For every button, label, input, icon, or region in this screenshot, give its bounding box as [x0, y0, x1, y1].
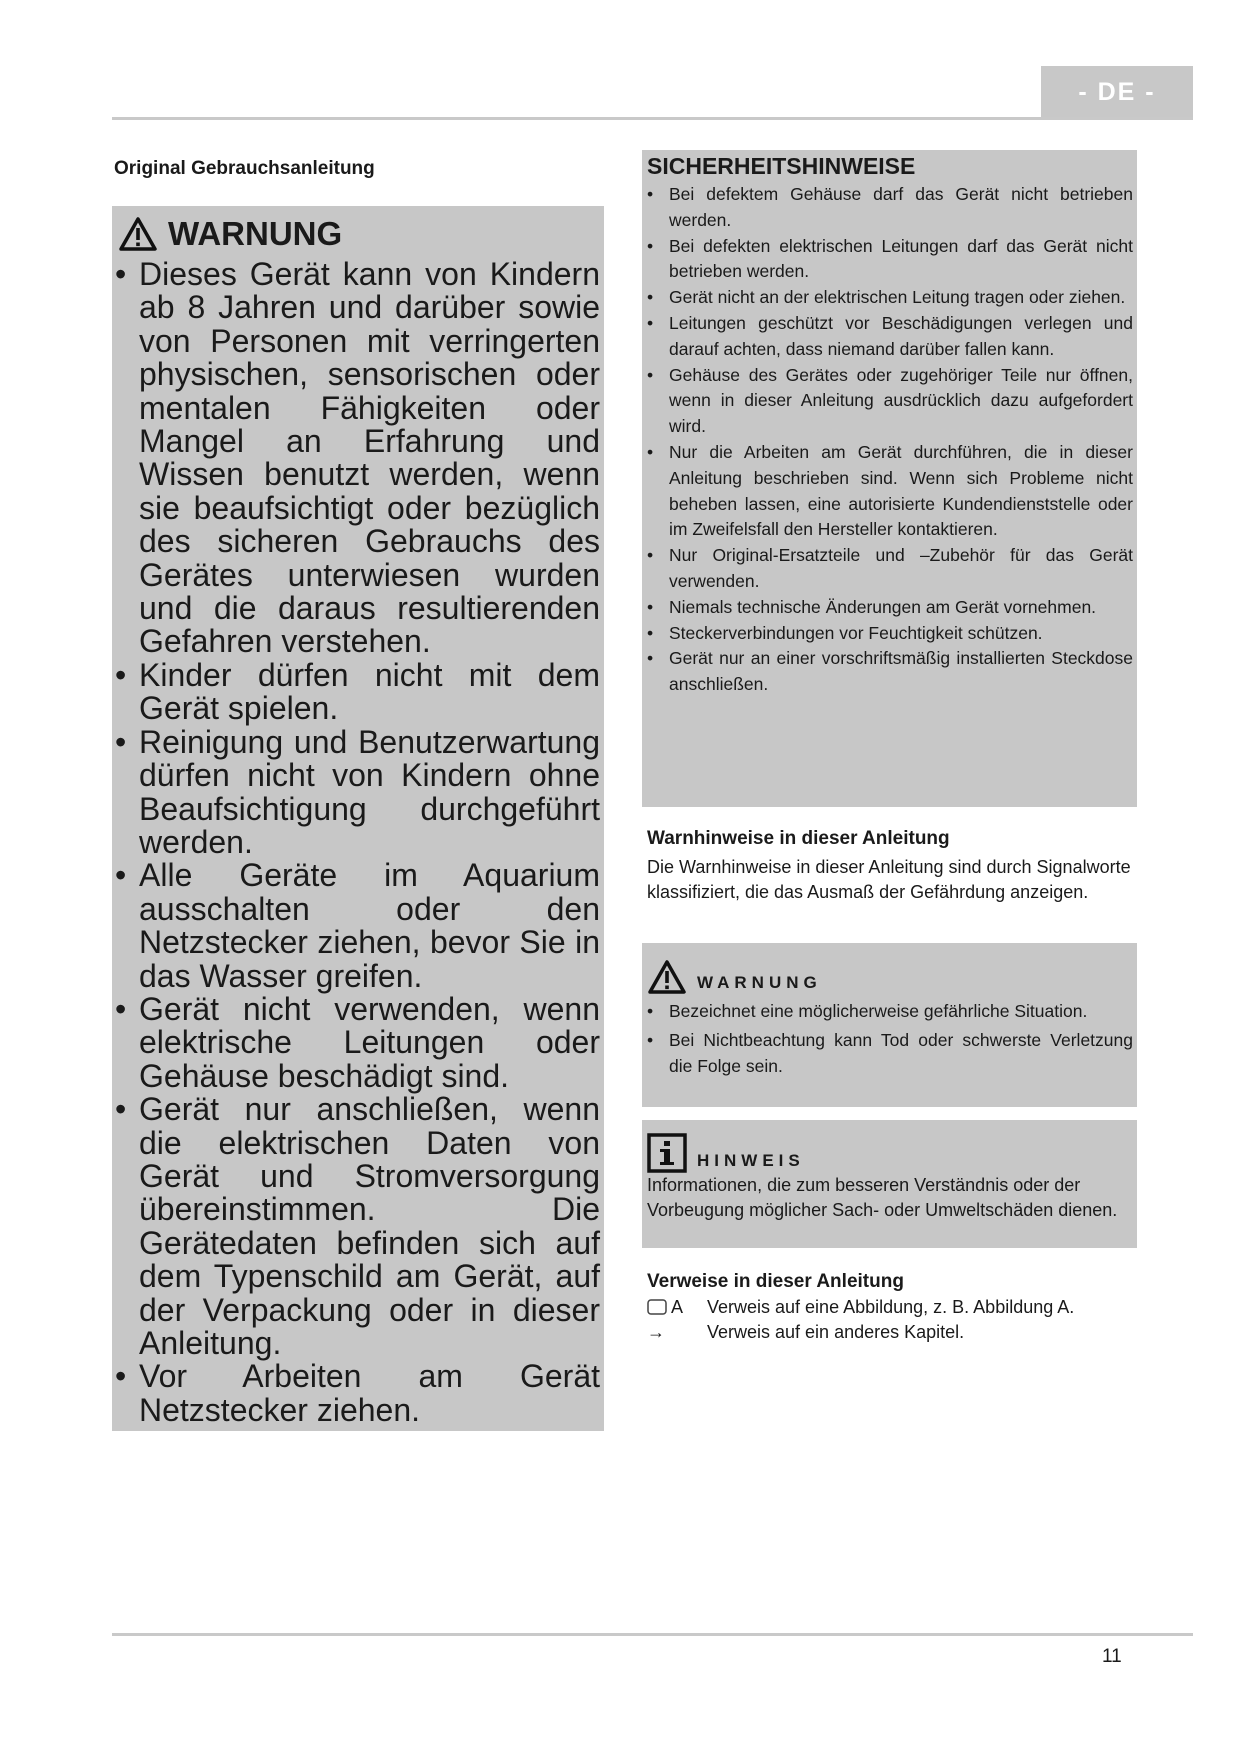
page-number: 11: [1102, 1646, 1122, 1667]
arrow-icon: →: [647, 1322, 665, 1342]
list-item: • Alle Geräte im Aquarium ausschalten oder den Netzstecker ziehen, bevor Sie in das Wasser greifen.: [115, 857, 600, 994]
list-item: • Gerät nur anschließen, wenn die elektrischen Daten von Gerät und Stromversorgung übereinstimmen. Die Gerätedaten befinden sich auf dem Typenschild am Gerät, auf der Verpackung oder in dieser Anleitung.: [115, 1091, 600, 1361]
info-icon: [647, 1133, 687, 1173]
warning-box-small: [642, 943, 1137, 1107]
list-item: • Bei defekten elektrischen Leitungen darf das Gerät nicht betrieben werden.: [647, 235, 1133, 282]
list-item: • Niemals technische Änderungen am Gerät vornehmen.: [647, 596, 1097, 617]
list-item: • Nur Original-Ersatzteile und –Zubehör für das Gerät verwenden.: [647, 545, 1133, 591]
warning-triangle-icon: [118, 216, 158, 252]
reference-text: Verweis auf ein anderes Kapitel.: [707, 1322, 965, 1342]
reference-row: [647, 1297, 1074, 1318]
warnhinweise-text: Die Warnhinweise in dieser Anleitung sind durch Signalworte klassifiziert, die das Ausmaß der Gefährdung anzeigen.: [647, 857, 1131, 902]
safety-box: [642, 150, 1137, 807]
hint-box: [642, 1120, 1137, 1248]
safety-list: [642, 182, 1137, 698]
document-title: Original Gebrauchsanleitung: [114, 158, 375, 179]
list-item: • Gerät nur an einer vorschriftsmäßig installierten Steckdose anschließen.: [647, 648, 1133, 695]
list-item: • Gerät nicht an der elektrischen Leitung tragen oder ziehen.: [647, 287, 1126, 308]
warning-list: [642, 999, 1137, 1079]
figure-box-icon: [647, 1299, 667, 1315]
warning-triangle-icon: [647, 959, 687, 995]
hint-label: HINWEIS: [697, 1151, 805, 1170]
warning-label: WARNUNG: [697, 973, 822, 992]
safety-title: SICHERHEITSHINWEISE: [647, 153, 916, 179]
language-tab: - DE -: [1041, 66, 1193, 118]
warning-box-large: [112, 206, 604, 1431]
list-item: • Bei Nichtbeachtung kann Tod oder schwerste Verletzung die Folge sein.: [647, 1029, 1133, 1076]
list-item: • Bezeichnet eine möglicherweise gefährliche Situation.: [647, 1001, 1088, 1021]
list-item: • Nur die Arbeiten am Gerät durchführen, die in dieser Anleitung beschrieben sind. Wenn sich Probleme nicht beheben lassen, eine autorisierte Kundendienststelle oder im Zweifelsfall den Hersteller kontaktieren.: [647, 441, 1133, 540]
warning-header: [642, 950, 1137, 995]
list-item: • Dieses Gerät kann von Kindern ab 8 Jahren und darüber sowie von Personen mit verringerten physischen, sensorischen oder mentalen Fähigkeiten oder Mangel an Erfahrung und Wissen benutzt werden, wenn sie beaufsichtigt oder bezüglich des sicheren Gebrauchs des Gerätes unterwiesen wurden und die daraus resultierenden Gefahren verstehen.: [115, 256, 600, 660]
list-item: • Leitungen geschützt vor Beschädigungen verlegen und darauf achten, dass niemand darüber fallen kann.: [647, 312, 1133, 359]
list-item: • Bei defektem Gehäuse darf das Gerät nicht betrieben werden.: [647, 184, 1133, 230]
warning-label: WARNUNG: [168, 215, 343, 252]
list-item: • Reinigung und Benutzerwartung dürfen nicht von Kindern ohne Beaufsichtigung durchgeführt werden.: [115, 723, 600, 860]
reference-text: Verweis auf eine Abbildung, z. B. Abbildung A.: [707, 1297, 1075, 1317]
list-item: • Vor Arbeiten am Gerät Netzstecker ziehen.: [115, 1358, 600, 1428]
footer-rule: [112, 1633, 1193, 1636]
warning-list: [112, 258, 604, 1427]
list-item: • Steckerverbindungen vor Feuchtigkeit schützen.: [647, 622, 1043, 643]
list-item: • Gerät nicht verwenden, wenn elektrische Leitungen oder Gehäuse beschädigt sind.: [115, 990, 600, 1094]
warning-header: [112, 210, 604, 258]
list-item: • Kinder dürfen nicht mit dem Gerät spielen.: [115, 656, 600, 727]
list-item: • Gehäuse des Gerätes oder zugehöriger Teile nur öffnen, wenn in dieser Anleitung ausdrücklich dazu aufgefordert wird.: [647, 364, 1133, 437]
figure-reference-symbol: A: [647, 1297, 707, 1318]
hint-header: [642, 1127, 1137, 1173]
reference-row: [647, 1322, 964, 1343]
section-title-warnhinweise: Warnhinweise in dieser Anleitung: [647, 828, 950, 849]
hint-text: Informationen, die zum besseren Verständnis oder der Vorbeugung möglicher Sach- oder Umweltschäden dienen.: [647, 1175, 1118, 1220]
section-title-references: Verweise in dieser Anleitung: [647, 1271, 904, 1292]
header-rule: [112, 117, 1193, 120]
